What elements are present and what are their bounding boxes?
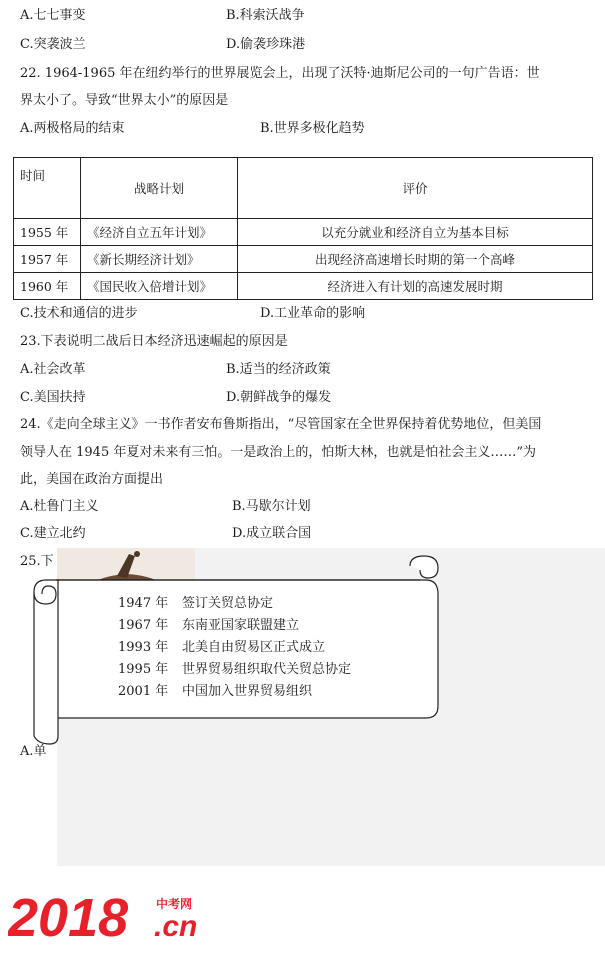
header-evaluation: 评价 xyxy=(238,158,593,219)
q23-option-c: C.美国扶持 xyxy=(20,390,86,405)
q23-option-d: D.朝鲜战争的爆发 xyxy=(226,390,332,405)
scroll-event: 中国加入世界贸易组织 xyxy=(182,684,313,699)
q23-option-b: B.适当的经济政策 xyxy=(226,362,331,377)
cell-plan: 《经济自立五年计划》 xyxy=(81,219,238,246)
q23-stem: 23.下表说明二战后日本经济迅速崛起的原因是 xyxy=(20,334,288,349)
cell-plan: 《国民收入倍增计划》 xyxy=(81,273,238,300)
option-a: A.七七事变 xyxy=(20,8,86,23)
zhongkao-logo xyxy=(8,886,208,950)
cell-time: 1955 年 xyxy=(14,219,81,246)
header-time: 时间 xyxy=(14,158,81,219)
header-plan: 战略计划 xyxy=(81,158,238,219)
cell-evaluation: 经济进入有计划的高速发展时期 xyxy=(238,273,593,300)
q24-stem-line1: 24.《走向全球主义》一书作者安布鲁斯指出，“尽管国家在全世界保持着优势地位，但美国 xyxy=(20,417,542,432)
option-b: B.科索沃战争 xyxy=(226,8,305,23)
option-d: D.偷袭珍珠港 xyxy=(226,37,306,52)
q22-option-b: B.世界多极化趋势 xyxy=(260,121,365,136)
q25-option-fragment: A.单 xyxy=(20,744,47,759)
q22-stem-line2: 界太小了。导致“世界太小”的原因是 xyxy=(20,93,229,108)
q25-stem-fragment: 25.下 xyxy=(20,554,54,569)
q22-option-a: A.两极格局的结束 xyxy=(20,121,125,136)
scroll-year: 1947 年 xyxy=(118,596,169,611)
cell-plan: 《新长期经济计划》 xyxy=(81,246,238,273)
q24-stem-line2: 领导人在 1945 年夏对未来有三怕。一是政治上的，怕斯大林，也就是怕社会主义……”为 xyxy=(20,445,536,460)
q24-option-c: C.建立北约 xyxy=(20,526,86,541)
scroll-event: 签订关贸总协定 xyxy=(182,596,274,611)
q22-stem-line1: 22. 1964-1965 年在纽约举行的世界展览会上，出现了沃特·迪斯尼公司的一句广告语：世 xyxy=(20,66,540,81)
cell-time: 1957 年 xyxy=(14,246,81,273)
logo-domain: .cn xyxy=(154,910,198,943)
cell-evaluation: 以充分就业和经济自立为基本目标 xyxy=(238,219,593,246)
option-c: C.突袭波兰 xyxy=(20,37,86,52)
scroll-year: 2001 年 xyxy=(118,684,169,699)
q23-option-a: A.社会改革 xyxy=(20,362,86,377)
q22-option-c: C.技术和通信的进步 xyxy=(20,306,138,321)
scroll-year: 1967 年 xyxy=(118,618,169,633)
cell-time: 1960 年 xyxy=(14,273,81,300)
scroll-event: 北美自由贸易区正式成立 xyxy=(182,640,326,655)
q24-option-b: B.马歇尔计划 xyxy=(232,499,311,514)
scroll-year: 1993 年 xyxy=(118,640,169,655)
cell-evaluation: 出现经济高速增长时期的第一个高峰 xyxy=(238,246,593,273)
scroll-event: 世界贸易组织取代关贸总协定 xyxy=(182,662,352,677)
logo-number: 2018 xyxy=(8,888,129,946)
scroll-event: 东南亚国家联盟建立 xyxy=(182,618,300,633)
scroll-year: 1995 年 xyxy=(118,662,169,677)
q24-option-d: D.成立联合国 xyxy=(232,526,312,541)
q24-stem-line3: 此，美国在政治方面提出 xyxy=(20,472,164,487)
q24-option-a: A.杜鲁门主义 xyxy=(20,499,99,514)
q22-option-d: D.工业革命的影响 xyxy=(260,306,366,321)
logo-small: 中考网 xyxy=(156,897,193,911)
